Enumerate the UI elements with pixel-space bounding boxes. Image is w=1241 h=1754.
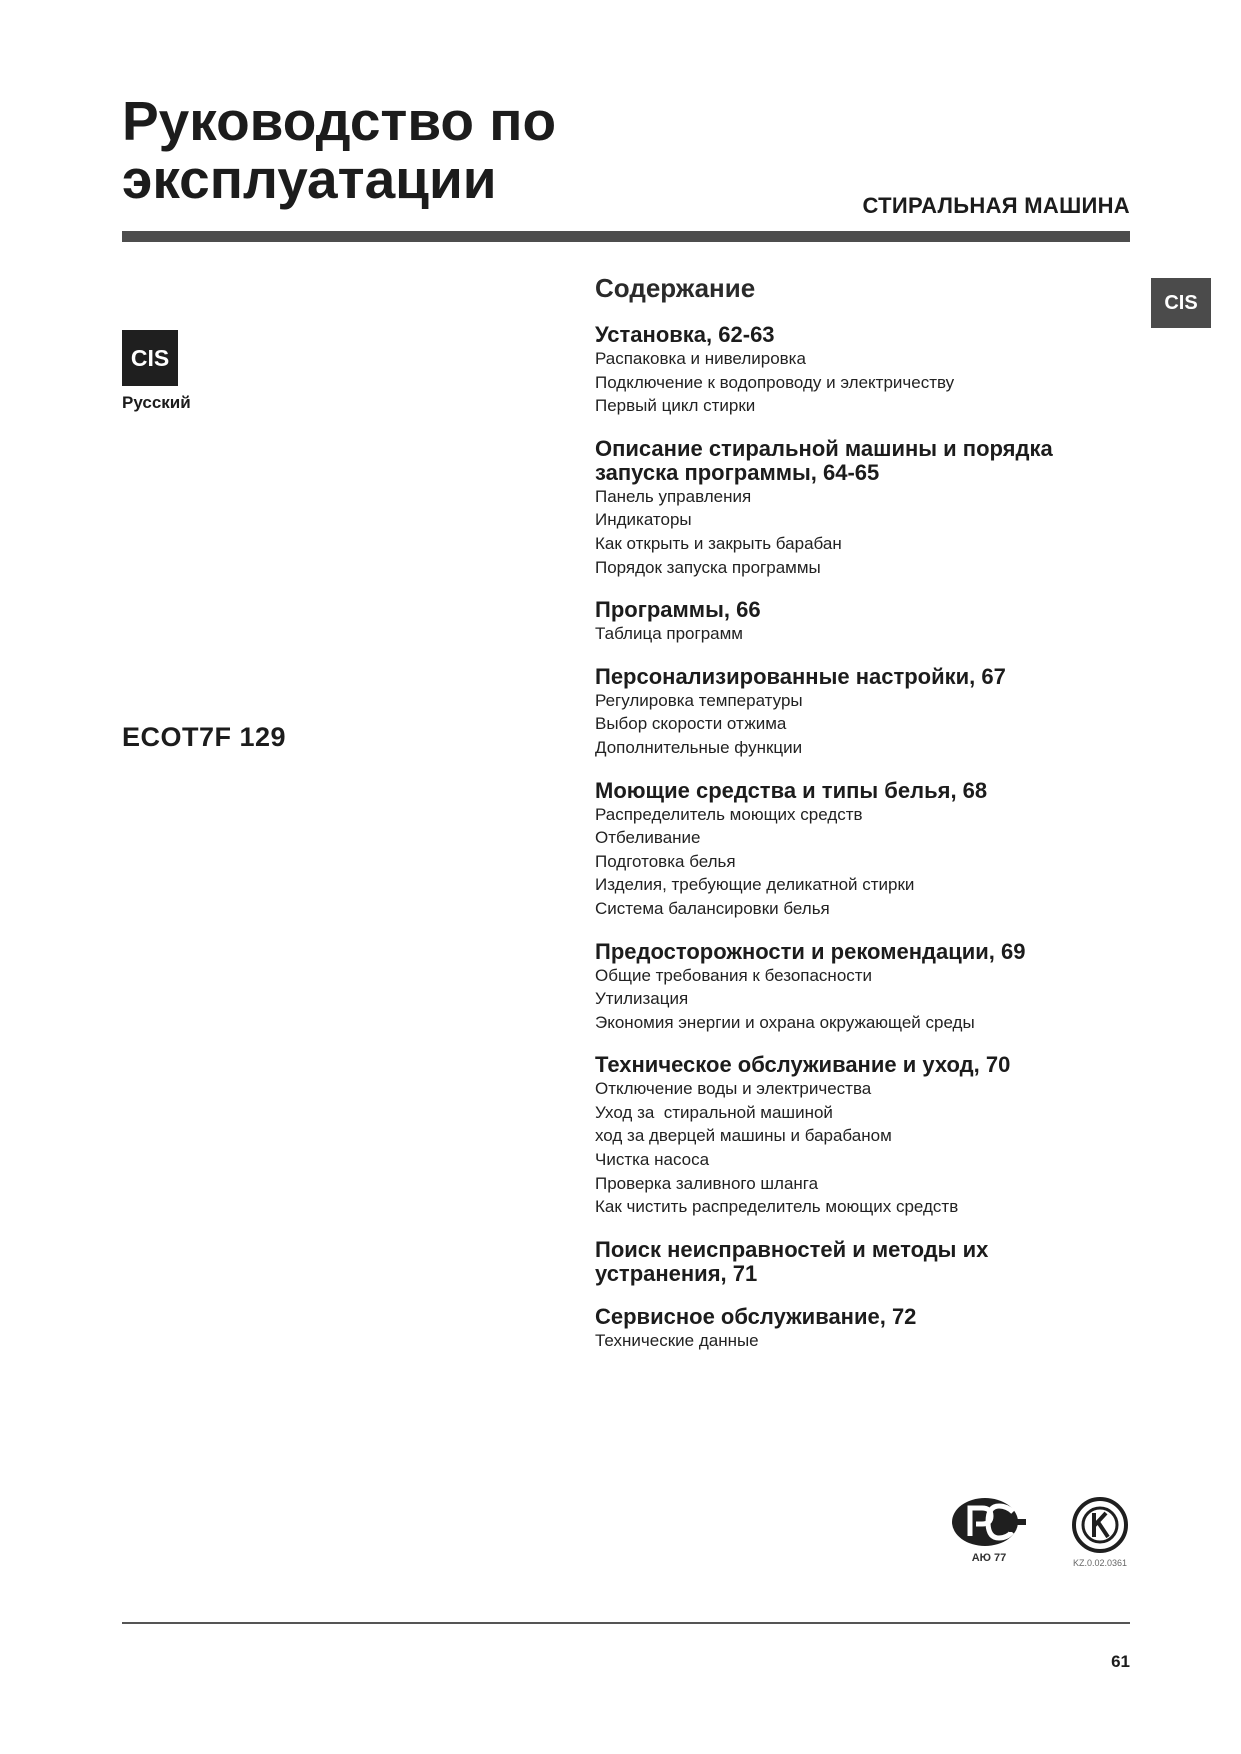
toc-item[interactable]: Распаковка и нивелировка [595, 349, 806, 368]
toc-item[interactable]: Подключение к водопроводу и электричеству [595, 372, 955, 392]
toc-section-title-line: устранения, 71 [595, 1260, 758, 1286]
toc-item[interactable]: Система балансировки белья [595, 898, 830, 918]
toc-item[interactable]: Общие требования к безопасности [595, 965, 873, 985]
toc-item[interactable]: Индикаторы [595, 510, 692, 530]
toc-item[interactable]: Проверка заливного шланга [595, 1173, 819, 1193]
document-title [122, 92, 556, 208]
kazakhstan-certification-icon [1071, 1496, 1129, 1554]
toc-section-title-line: Поиск неисправностей и методы их [595, 1236, 989, 1262]
toc-item[interactable]: Таблица программ [595, 624, 743, 644]
toc-item[interactable]: Распределитель моющих средств [595, 804, 863, 824]
model-number: ECOT7F 129 [122, 722, 287, 752]
toc-item[interactable]: Отбеливание [595, 828, 701, 848]
title-line-1: Руководство по [122, 90, 557, 152]
rostest-pct-icon [949, 1496, 1029, 1548]
toc-item[interactable]: Технические данные [595, 1330, 759, 1350]
toc-section-precautions[interactable] [595, 940, 1155, 1035]
toc-item[interactable]: Регулировка температуры [595, 690, 803, 710]
product-type: СТИРАЛЬНАЯ МАШИНА [862, 193, 1130, 218]
toc-section-title[interactable]: Установка, 62-63 [595, 322, 775, 347]
toc-item[interactable]: Панель управления [595, 486, 752, 506]
toc-section-title[interactable]: Предосторожности и рекомендации, 69 [595, 938, 1026, 964]
toc-item[interactable]: Чистка насоса [595, 1150, 710, 1170]
toc-item[interactable]: Как чистить распределитель моющих средств [595, 1197, 959, 1217]
toc-section-settings[interactable] [595, 665, 1155, 760]
toc-section-title-line: запуска программы, 64-65 [595, 459, 880, 485]
pct-code: АЮ 77 [971, 1552, 1007, 1564]
toc-item[interactable]: Экономия энергии и охрана окружающей среды [595, 1012, 975, 1032]
toc-section-title[interactable] [595, 1238, 1155, 1286]
toc-section-title[interactable]: Программы, 66 [595, 597, 761, 623]
toc-section-maintenance[interactable] [595, 1053, 1155, 1219]
toc-section-title[interactable]: Техническое обслуживание и уход, 70 [595, 1052, 1011, 1078]
toc-section-title-line: Описание стиральной машины и порядка [595, 435, 1053, 461]
toc-section-description[interactable] [595, 437, 1155, 579]
toc-heading: Содержание [595, 273, 756, 303]
language-name: Русский [122, 393, 191, 412]
toc-item[interactable]: ход за дверцей машины и барабаном [595, 1126, 892, 1146]
toc-section-title[interactable]: Моющие средства и типы белья, 68 [595, 777, 988, 803]
toc-section-title[interactable] [595, 437, 1155, 485]
toc-section-service[interactable] [595, 1305, 1155, 1353]
header-divider [122, 231, 1130, 242]
toc-item[interactable]: Отключение воды и электричества [595, 1079, 872, 1099]
toc-section-title[interactable]: Персонализированные настройки, 67 [595, 663, 1006, 689]
toc-item[interactable]: Подготовка белья [595, 851, 736, 871]
toc-item[interactable]: Выбор скорости отжима [595, 714, 787, 734]
toc-section-programs[interactable] [595, 598, 1155, 646]
toc-item[interactable]: Дополнительные функции [595, 737, 803, 757]
kz-certification-mark [1055, 1496, 1145, 1568]
pct-certification-mark [944, 1496, 1034, 1564]
toc-item[interactable]: Порядок запуска программы [595, 557, 821, 577]
toc-item[interactable]: Уход за стиральной машиной [595, 1102, 833, 1122]
language-side-tab[interactable]: CIS [1151, 278, 1211, 328]
language-badge: CIS [122, 330, 178, 386]
toc-section-title[interactable]: Сервисное обслуживание, 72 [595, 1303, 917, 1329]
page-number: 61 [1111, 1652, 1130, 1671]
title-line-2: эксплуатации [122, 148, 497, 210]
toc-item[interactable]: Как открыть и закрыть барабан [595, 533, 842, 553]
toc-item[interactable]: Изделия, требующие деликатной стирки [595, 875, 915, 895]
table-of-contents [595, 270, 1155, 1371]
toc-section-troubleshooting[interactable] [595, 1238, 1155, 1286]
footer-divider [122, 1622, 1130, 1624]
toc-section-detergents[interactable] [595, 779, 1155, 921]
toc-section-installation[interactable] [595, 323, 1155, 418]
toc-item[interactable]: Утилизация [595, 989, 689, 1009]
kz-code: KZ.0.02.0361 [1072, 1558, 1128, 1568]
toc-item[interactable]: Первый цикл стирки [595, 396, 756, 416]
